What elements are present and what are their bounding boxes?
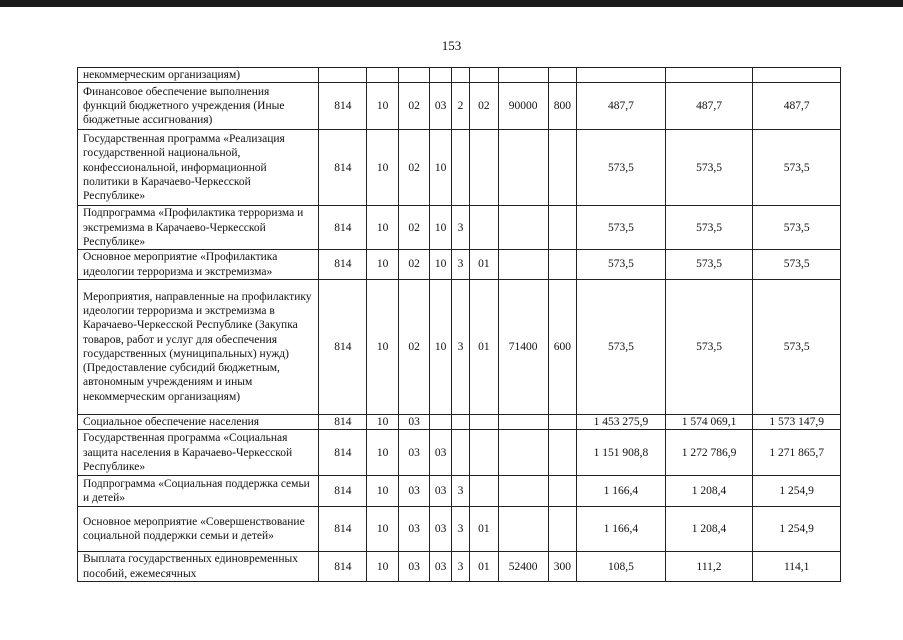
subsection-code: 03 xyxy=(398,430,430,476)
amount-year-3: 1 254,9 xyxy=(753,476,841,507)
amount-year-3: 573,5 xyxy=(753,206,841,250)
table-row xyxy=(78,507,841,552)
direction-code xyxy=(498,68,548,83)
subprogram-code: 3 xyxy=(451,476,469,507)
ministry-code: 814 xyxy=(319,206,367,250)
direction-code xyxy=(498,206,548,250)
direction-code xyxy=(498,130,548,206)
program-code xyxy=(430,414,451,429)
ministry-code: 814 xyxy=(319,83,367,130)
subprogram-code: 3 xyxy=(451,279,469,414)
expense-type-code: 300 xyxy=(548,552,577,582)
amount-year-2 xyxy=(665,68,753,83)
subprogram-code: 3 xyxy=(451,206,469,250)
direction-code xyxy=(498,250,548,280)
expense-type-code xyxy=(548,476,577,507)
subsection-code: 02 xyxy=(398,130,430,206)
table-row xyxy=(78,414,841,429)
amount-year-1: 1 166,4 xyxy=(577,507,666,552)
amount-year-1: 1 453 275,9 xyxy=(577,414,666,429)
program-code: 10 xyxy=(430,279,451,414)
section-code: 10 xyxy=(367,507,399,552)
expense-item-name: Финансовое обеспечение выполнения функций бюджетного учреждения (Иные бюджетные ассигнования) xyxy=(78,83,319,130)
direction-code xyxy=(498,507,548,552)
expense-type-code xyxy=(548,68,577,83)
activity-code: 01 xyxy=(470,552,499,582)
expense-type-code xyxy=(548,250,577,280)
direction-code xyxy=(498,430,548,476)
subsection-code: 03 xyxy=(398,507,430,552)
expense-type-code xyxy=(548,130,577,206)
subsection-code xyxy=(398,68,430,83)
amount-year-1: 487,7 xyxy=(577,83,666,130)
subprogram-code: 2 xyxy=(451,83,469,130)
amount-year-1: 1 151 908,8 xyxy=(577,430,666,476)
table-row xyxy=(78,476,841,507)
table-row xyxy=(78,206,841,250)
expense-type-code xyxy=(548,507,577,552)
program-code: 10 xyxy=(430,250,451,280)
ministry-code: 814 xyxy=(319,476,367,507)
budget-table xyxy=(77,67,841,582)
ministry-code: 814 xyxy=(319,250,367,280)
activity-code: 02 xyxy=(470,83,499,130)
ministry-code: 814 xyxy=(319,507,367,552)
ministry-code: 814 xyxy=(319,552,367,582)
amount-year-3: 1 573 147,9 xyxy=(753,414,841,429)
activity-code xyxy=(470,68,499,83)
subprogram-code xyxy=(451,130,469,206)
amount-year-1: 1 166,4 xyxy=(577,476,666,507)
program-code: 03 xyxy=(430,476,451,507)
table-row xyxy=(78,552,841,582)
subprogram-code: 3 xyxy=(451,507,469,552)
subsection-code: 03 xyxy=(398,552,430,582)
expense-item-name: Основное мероприятие «Профилактика идеологии терроризма и экстремизма» xyxy=(78,250,319,280)
direction-code: 90000 xyxy=(498,83,548,130)
section-code: 10 xyxy=(367,414,399,429)
program-code xyxy=(430,68,451,83)
program-code: 03 xyxy=(430,430,451,476)
ministry-code: 814 xyxy=(319,130,367,206)
program-code: 10 xyxy=(430,206,451,250)
expense-item-name: Подпрограмма «Профилактика терроризма и экстремизма в Карачаево-Черкесской Республике» xyxy=(78,206,319,250)
activity-code: 01 xyxy=(470,507,499,552)
amount-year-2: 573,5 xyxy=(665,206,753,250)
subsection-code: 02 xyxy=(398,83,430,130)
section-code: 10 xyxy=(367,430,399,476)
amount-year-2: 1 272 786,9 xyxy=(665,430,753,476)
table-row xyxy=(78,250,841,280)
direction-code xyxy=(498,476,548,507)
section-code: 10 xyxy=(367,250,399,280)
ministry-code: 814 xyxy=(319,414,367,429)
amount-year-2: 573,5 xyxy=(665,130,753,206)
expense-item-name: некоммерческим организациям) xyxy=(78,68,319,83)
subprogram-code: 3 xyxy=(451,552,469,582)
ministry-code: 814 xyxy=(319,430,367,476)
amount-year-1: 573,5 xyxy=(577,206,666,250)
expense-item-name: Выплата государственных единовременных пособий, ежемесячных xyxy=(78,552,319,582)
amount-year-2: 573,5 xyxy=(665,250,753,280)
amount-year-3: 487,7 xyxy=(753,83,841,130)
expense-type-code xyxy=(548,414,577,429)
amount-year-3: 573,5 xyxy=(753,279,841,414)
program-code: 03 xyxy=(430,83,451,130)
table-row xyxy=(78,83,841,130)
activity-code xyxy=(470,206,499,250)
section-code: 10 xyxy=(367,130,399,206)
expense-item-name: Подпрограмма «Социальная поддержка семьи и детей» xyxy=(78,476,319,507)
amount-year-1: 573,5 xyxy=(577,250,666,280)
activity-code xyxy=(470,414,499,429)
section-code xyxy=(367,68,399,83)
activity-code xyxy=(470,476,499,507)
expense-type-code xyxy=(548,206,577,250)
program-code: 10 xyxy=(430,130,451,206)
amount-year-1: 573,5 xyxy=(577,279,666,414)
program-code: 03 xyxy=(430,552,451,582)
ministry-code xyxy=(319,68,367,83)
amount-year-2: 573,5 xyxy=(665,279,753,414)
expense-type-code: 600 xyxy=(548,279,577,414)
amount-year-2: 1 574 069,1 xyxy=(665,414,753,429)
page-number: 153 xyxy=(441,38,462,53)
table-row xyxy=(78,68,841,83)
direction-code xyxy=(498,414,548,429)
expense-item-name: Государственная программа «Реализация государственной национальной, конфессиональной, информационной политики в Карачаево-Черкесской Республике» xyxy=(78,130,319,206)
amount-year-2: 1 208,4 xyxy=(665,507,753,552)
expense-type-code: 800 xyxy=(548,83,577,130)
expense-item-name: Социальное обеспечение населения xyxy=(78,414,319,429)
section-code: 10 xyxy=(367,279,399,414)
section-code: 10 xyxy=(367,552,399,582)
subprogram-code: 3 xyxy=(451,250,469,280)
amount-year-2: 111,2 xyxy=(665,552,753,582)
expense-item-name: Основное мероприятие «Совершенствование социальной поддержки семьи и детей» xyxy=(78,507,319,552)
subsection-code: 03 xyxy=(398,476,430,507)
subsection-code: 03 xyxy=(398,414,430,429)
expense-item-name: Мероприятия, направленные на профилактику идеологии терроризма и экстремизма в Карачаево-Черкесской Республике (Закупка товаров, работ и услуг для обеспечения государственных (муниципальных) нужд) (Предоставление субсидий бюджетным, автономным учреждениям и иным некоммерческим организациям) xyxy=(78,279,319,414)
amount-year-1 xyxy=(577,68,666,83)
subsection-code: 02 xyxy=(398,279,430,414)
amount-year-3 xyxy=(753,68,841,83)
activity-code xyxy=(470,430,499,476)
table-row xyxy=(78,279,841,414)
amount-year-3: 1 271 865,7 xyxy=(753,430,841,476)
amount-year-3: 114,1 xyxy=(753,552,841,582)
subprogram-code xyxy=(451,430,469,476)
table-row xyxy=(78,430,841,476)
direction-code: 71400 xyxy=(498,279,548,414)
subprogram-code xyxy=(451,414,469,429)
section-code: 10 xyxy=(367,83,399,130)
ministry-code: 814 xyxy=(319,279,367,414)
amount-year-2: 1 208,4 xyxy=(665,476,753,507)
subprogram-code xyxy=(451,68,469,83)
subsection-code: 02 xyxy=(398,250,430,280)
activity-code: 01 xyxy=(470,250,499,280)
program-code: 03 xyxy=(430,507,451,552)
table-row xyxy=(78,130,841,206)
amount-year-1: 108,5 xyxy=(577,552,666,582)
expense-type-code xyxy=(548,430,577,476)
activity-code: 01 xyxy=(470,279,499,414)
amount-year-1: 573,5 xyxy=(577,130,666,206)
activity-code xyxy=(470,130,499,206)
direction-code: 52400 xyxy=(498,552,548,582)
amount-year-2: 487,7 xyxy=(665,83,753,130)
amount-year-3: 573,5 xyxy=(753,130,841,206)
subsection-code: 02 xyxy=(398,206,430,250)
top-border-bar xyxy=(0,0,903,7)
amount-year-3: 1 254,9 xyxy=(753,507,841,552)
section-code: 10 xyxy=(367,206,399,250)
section-code: 10 xyxy=(367,476,399,507)
amount-year-3: 573,5 xyxy=(753,250,841,280)
expense-item-name: Государственная программа «Социальная защита населения в Карачаево-Черкесской Республике» xyxy=(78,430,319,476)
